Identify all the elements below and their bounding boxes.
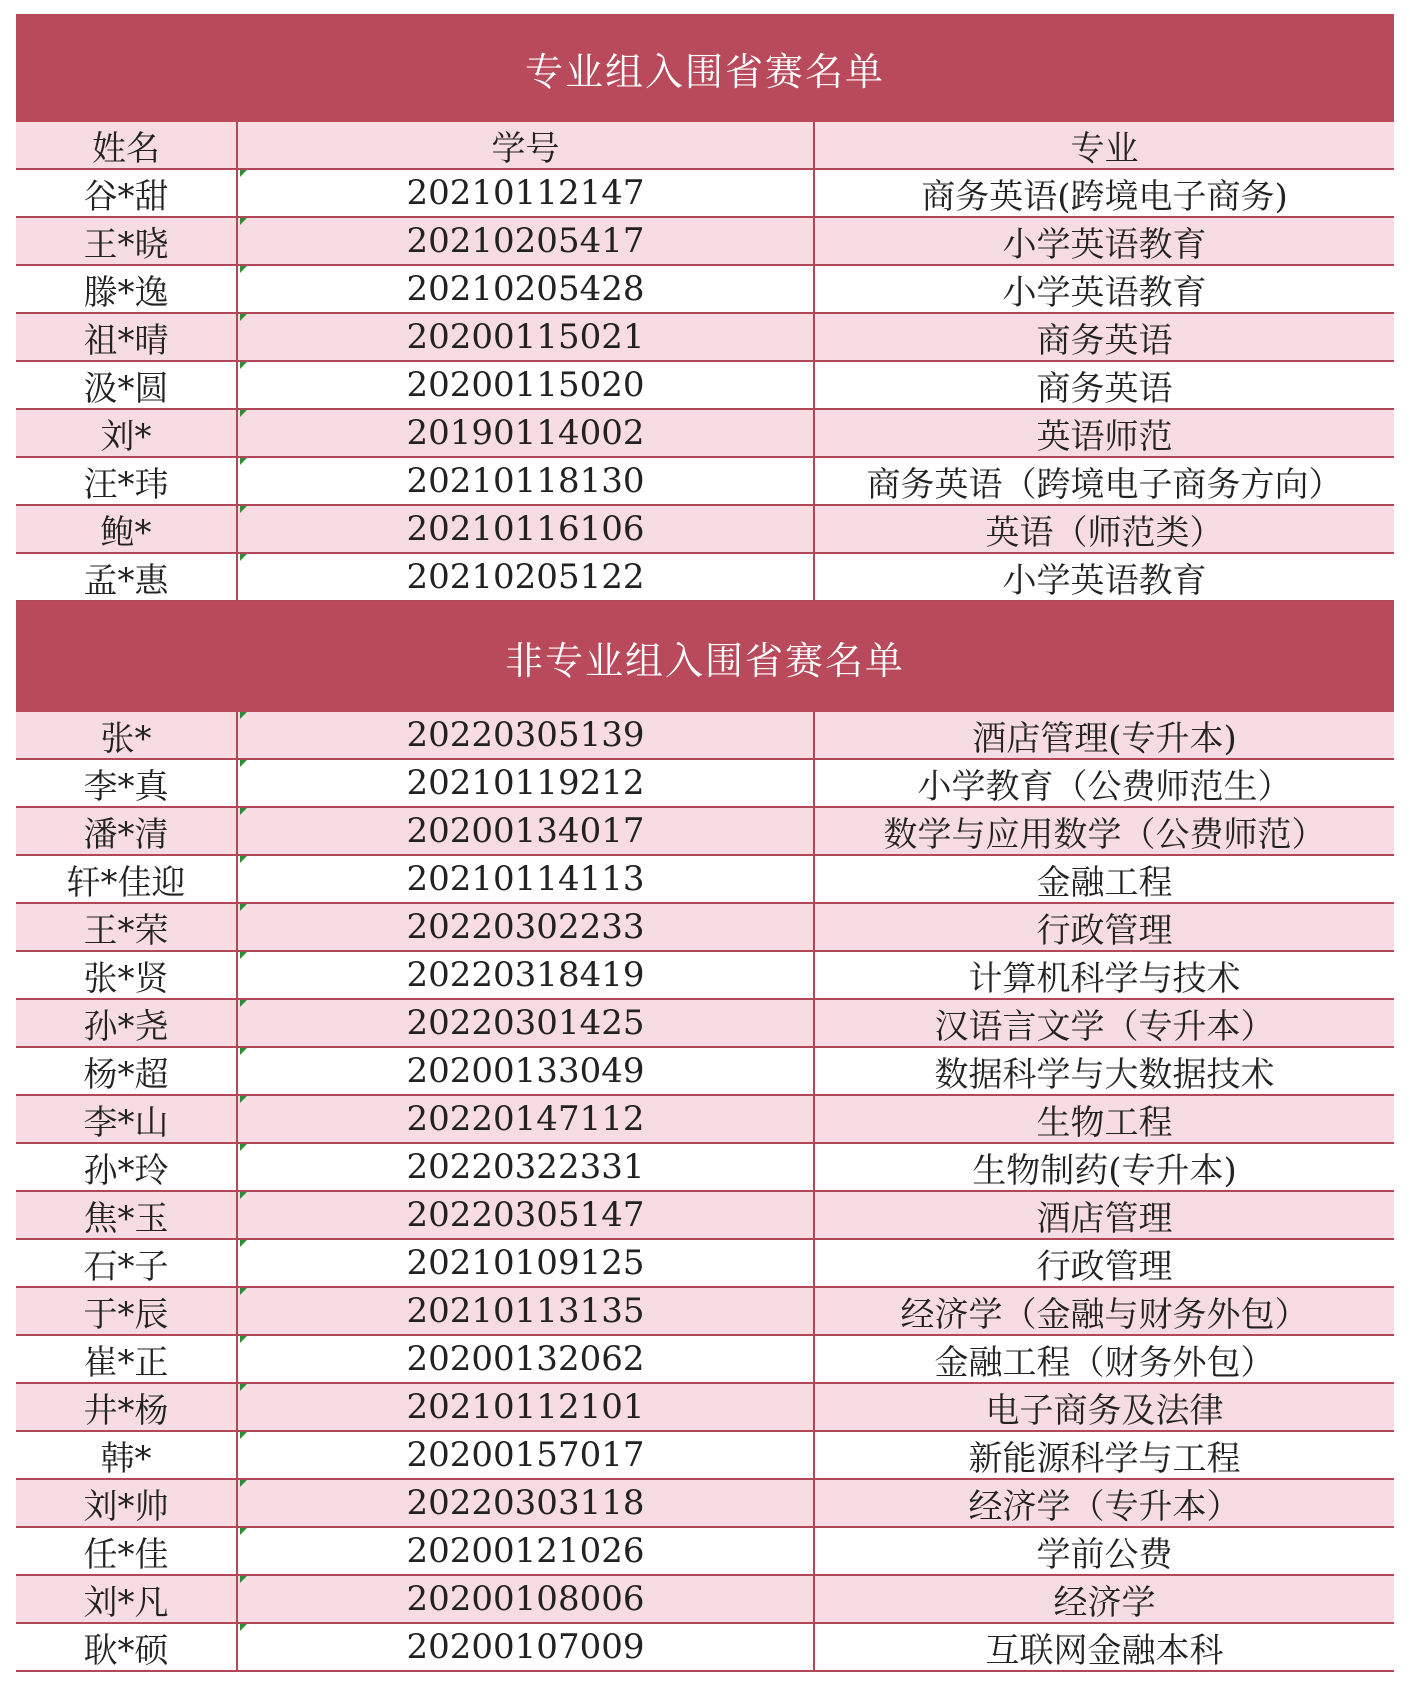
student-id-cell xyxy=(238,1624,815,1670)
student-id-cell-text: 20210205122 xyxy=(406,557,645,597)
name-cell xyxy=(16,712,238,758)
name-cell xyxy=(16,1096,238,1142)
cell-comment-flag-icon xyxy=(240,1432,247,1439)
cell-comment-flag-icon xyxy=(240,314,247,321)
student-id-cell xyxy=(238,1432,815,1478)
cell-comment-flag-icon xyxy=(240,1528,247,1535)
major-cell-text: 小学英语教育 xyxy=(1002,224,1207,264)
name-cell xyxy=(16,266,238,312)
name-cell xyxy=(16,1288,238,1334)
major-cell xyxy=(815,170,1394,216)
name-cell-text: 任*佳 xyxy=(83,1534,169,1574)
name-cell xyxy=(16,1144,238,1190)
student-id-cell xyxy=(238,1096,815,1142)
student-id-cell-text: 20210116106 xyxy=(406,509,645,549)
name-cell-text: 井*杨 xyxy=(83,1390,169,1430)
table-row xyxy=(16,1384,1394,1432)
major-cell-text: 生物工程 xyxy=(1036,1102,1173,1142)
major-cell xyxy=(815,266,1394,312)
student-id-cell xyxy=(238,1288,815,1334)
major-cell-text: 汉语言文学（专升本） xyxy=(934,1006,1275,1046)
student-id-cell-text: 20200134017 xyxy=(406,811,645,851)
table-header-row xyxy=(16,122,1394,170)
major-cell xyxy=(815,1528,1394,1574)
major-cell xyxy=(815,1048,1394,1094)
professional-table xyxy=(16,122,1394,602)
table-row xyxy=(16,904,1394,952)
student-id-cell-text: 20200115020 xyxy=(406,365,645,405)
name-cell-text: 韩* xyxy=(100,1438,152,1478)
table-row xyxy=(16,1096,1394,1144)
section-title-professional: 专业组入围省赛名单 xyxy=(16,14,1394,122)
student-id-cell-text: 20210109125 xyxy=(406,1243,645,1283)
name-cell xyxy=(16,506,238,552)
student-id-cell xyxy=(238,1048,815,1094)
cell-comment-flag-icon xyxy=(240,904,247,911)
student-id-cell-text: 20200108006 xyxy=(406,1579,645,1619)
major-cell-text: 行政管理 xyxy=(1036,1246,1173,1286)
name-cell xyxy=(16,1432,238,1478)
student-id-cell-text: 20210205428 xyxy=(406,269,645,309)
table-row xyxy=(16,170,1394,218)
student-id-cell-text: 20200115021 xyxy=(406,317,645,357)
name-cell-text: 刘*凡 xyxy=(83,1582,169,1622)
major-cell xyxy=(815,760,1394,806)
table-row xyxy=(16,1192,1394,1240)
table-row xyxy=(16,266,1394,314)
table-row xyxy=(16,1048,1394,1096)
name-cell-text: 张*贤 xyxy=(83,958,169,998)
student-id-cell-text: 20210113135 xyxy=(406,1291,645,1331)
table-row xyxy=(16,1480,1394,1528)
major-cell xyxy=(815,1624,1394,1670)
name-cell xyxy=(16,458,238,504)
student-id-cell-text: 20220303118 xyxy=(406,1483,645,1523)
major-cell-text: 金融工程 xyxy=(1036,862,1173,902)
name-cell-text: 张* xyxy=(100,718,152,758)
student-id-cell xyxy=(238,1528,815,1574)
name-cell-text: 孟*惠 xyxy=(83,560,169,600)
major-cell xyxy=(815,856,1394,902)
major-cell xyxy=(815,1144,1394,1190)
cell-comment-flag-icon xyxy=(240,712,247,719)
major-cell-text: 商务英语(跨境电子商务) xyxy=(921,176,1288,216)
cell-comment-flag-icon xyxy=(240,1144,247,1151)
major-cell-text: 经济学 xyxy=(1053,1582,1156,1622)
cell-comment-flag-icon xyxy=(240,760,247,767)
cell-comment-flag-icon xyxy=(240,170,247,177)
major-cell-text: 行政管理 xyxy=(1036,910,1173,950)
name-cell xyxy=(16,1192,238,1238)
name-cell xyxy=(16,1240,238,1286)
section-title-non-professional: 非专业组入围省赛名单 xyxy=(16,602,1394,712)
table-row xyxy=(16,1240,1394,1288)
major-cell-text: 计算机科学与技术 xyxy=(968,958,1241,998)
major-cell-text: 酒店管理 xyxy=(1036,1198,1173,1238)
cell-comment-flag-icon xyxy=(240,1240,247,1247)
name-cell-text: 潘*清 xyxy=(83,814,169,854)
student-id-cell-text: 20220305147 xyxy=(406,1195,645,1235)
student-id-cell-text: 20200157017 xyxy=(406,1435,645,1475)
column-header-student-id: 学号 xyxy=(238,122,815,168)
student-id-cell-text: 20210205417 xyxy=(406,221,645,261)
student-id-cell xyxy=(238,218,815,264)
cell-comment-flag-icon xyxy=(240,266,247,273)
major-cell-text: 电子商务及法律 xyxy=(985,1390,1224,1430)
cell-comment-flag-icon xyxy=(240,1288,247,1295)
cell-comment-flag-icon xyxy=(240,218,247,225)
major-cell xyxy=(815,1576,1394,1622)
cell-comment-flag-icon xyxy=(240,506,247,513)
name-cell-text: 祖*晴 xyxy=(83,320,169,360)
table-row xyxy=(16,1288,1394,1336)
table-row xyxy=(16,1624,1394,1672)
student-id-cell-text: 20220322331 xyxy=(406,1147,645,1187)
student-id-cell xyxy=(238,1192,815,1238)
table-row xyxy=(16,506,1394,554)
major-cell xyxy=(815,458,1394,504)
name-cell-text: 焦*玉 xyxy=(83,1198,169,1238)
student-id-cell xyxy=(238,808,815,854)
cell-comment-flag-icon xyxy=(240,1576,247,1583)
major-cell xyxy=(815,1384,1394,1430)
student-id-cell xyxy=(238,506,815,552)
table-row xyxy=(16,410,1394,458)
table-row xyxy=(16,808,1394,856)
name-cell-text: 李*山 xyxy=(83,1102,169,1142)
major-cell-text: 小学英语教育 xyxy=(1002,272,1207,312)
major-cell xyxy=(815,314,1394,360)
name-cell xyxy=(16,362,238,408)
name-cell xyxy=(16,808,238,854)
roster-sheet xyxy=(16,14,1394,1672)
major-cell-text: 酒店管理(专升本) xyxy=(972,718,1237,758)
name-cell xyxy=(16,170,238,216)
table-row xyxy=(16,314,1394,362)
table-row xyxy=(16,218,1394,266)
student-id-cell-text: 20220318419 xyxy=(406,955,645,995)
student-id-cell xyxy=(238,760,815,806)
cell-comment-flag-icon xyxy=(240,1048,247,1055)
major-cell xyxy=(815,1192,1394,1238)
name-cell xyxy=(16,1048,238,1094)
table-row xyxy=(16,760,1394,808)
student-id-cell-text: 20210112147 xyxy=(406,173,645,213)
name-cell-text: 刘*帅 xyxy=(83,1486,169,1526)
table-row xyxy=(16,952,1394,1000)
name-cell-text: 王*晓 xyxy=(83,224,169,264)
student-id-cell-text: 20210119212 xyxy=(406,763,645,803)
cell-comment-flag-icon xyxy=(240,1096,247,1103)
name-cell xyxy=(16,1000,238,1046)
student-id-cell-text: 20200132062 xyxy=(406,1339,645,1379)
major-cell-text: 商务英语 xyxy=(1036,320,1173,360)
major-cell xyxy=(815,410,1394,456)
table-row xyxy=(16,1144,1394,1192)
major-cell xyxy=(815,554,1394,600)
major-cell-text: 互联网金融本科 xyxy=(985,1630,1224,1670)
name-cell-text: 孙*尧 xyxy=(83,1006,169,1046)
major-cell xyxy=(815,1096,1394,1142)
major-cell xyxy=(815,904,1394,950)
major-cell-text: 商务英语 xyxy=(1036,368,1173,408)
name-cell-text: 耿*硕 xyxy=(83,1630,169,1670)
cell-comment-flag-icon xyxy=(240,1000,247,1007)
non-professional-table xyxy=(16,712,1394,1672)
major-cell-text: 生物制药(专升本) xyxy=(972,1150,1237,1190)
name-cell xyxy=(16,904,238,950)
name-cell-text: 李*真 xyxy=(83,766,169,806)
name-cell-text: 汪*玮 xyxy=(83,464,169,504)
major-cell-text: 学前公费 xyxy=(1036,1534,1173,1574)
cell-comment-flag-icon xyxy=(240,458,247,465)
major-cell-text: 新能源科学与工程 xyxy=(968,1438,1241,1478)
student-id-cell xyxy=(238,362,815,408)
student-id-cell-text: 20200121026 xyxy=(406,1531,645,1571)
name-cell xyxy=(16,760,238,806)
student-id-cell xyxy=(238,904,815,950)
major-cell xyxy=(815,362,1394,408)
name-cell xyxy=(16,314,238,360)
table-row xyxy=(16,856,1394,904)
name-cell-text: 崔*正 xyxy=(83,1342,169,1382)
table-row xyxy=(16,1336,1394,1384)
student-id-cell-text: 20210114113 xyxy=(406,859,645,899)
table-row xyxy=(16,712,1394,760)
student-id-cell xyxy=(238,1480,815,1526)
cell-comment-flag-icon xyxy=(240,808,247,815)
student-id-cell xyxy=(238,1240,815,1286)
name-cell-text: 谷*甜 xyxy=(83,176,169,216)
name-cell-text: 王*荣 xyxy=(83,910,169,950)
name-cell xyxy=(16,1528,238,1574)
major-cell-text: 英语师范 xyxy=(1036,416,1173,456)
cell-comment-flag-icon xyxy=(240,952,247,959)
name-cell-text: 孙*玲 xyxy=(83,1150,169,1190)
name-cell-text: 汲*圆 xyxy=(83,368,169,408)
cell-comment-flag-icon xyxy=(240,554,247,561)
major-cell xyxy=(815,218,1394,264)
cell-comment-flag-icon xyxy=(240,1624,247,1631)
student-id-cell xyxy=(238,1384,815,1430)
student-id-cell xyxy=(238,1144,815,1190)
name-cell xyxy=(16,856,238,902)
major-cell xyxy=(815,1480,1394,1526)
cell-comment-flag-icon xyxy=(240,362,247,369)
name-cell xyxy=(16,1336,238,1382)
student-id-cell xyxy=(238,952,815,998)
table-row xyxy=(16,1528,1394,1576)
name-cell-text: 鲍* xyxy=(100,512,152,552)
name-cell xyxy=(16,1384,238,1430)
table-row xyxy=(16,1000,1394,1048)
major-cell xyxy=(815,1000,1394,1046)
name-cell xyxy=(16,218,238,264)
student-id-cell-text: 20210112101 xyxy=(406,1387,645,1427)
major-cell-text: 经济学（专升本） xyxy=(968,1486,1241,1526)
student-id-cell-text: 20190114002 xyxy=(406,413,645,453)
major-cell xyxy=(815,952,1394,998)
column-header-major: 专业 xyxy=(1070,128,1139,168)
student-id-cell-text: 20200107009 xyxy=(406,1627,645,1667)
table-row xyxy=(16,362,1394,410)
major-cell xyxy=(815,1336,1394,1382)
cell-comment-flag-icon xyxy=(240,1192,247,1199)
name-cell xyxy=(16,554,238,600)
student-id-cell-text: 20220302233 xyxy=(406,907,645,947)
student-id-cell xyxy=(238,712,815,758)
student-id-cell xyxy=(238,170,815,216)
student-id-cell xyxy=(238,314,815,360)
student-id-cell xyxy=(238,856,815,902)
major-cell-text: 金融工程（财务外包） xyxy=(934,1342,1275,1382)
major-cell-text: 数据科学与大数据技术 xyxy=(934,1054,1275,1094)
major-cell-text: 小学英语教育 xyxy=(1002,560,1207,600)
student-id-cell-text: 20220147112 xyxy=(406,1099,645,1139)
name-cell-text: 杨*超 xyxy=(83,1054,169,1094)
name-cell xyxy=(16,410,238,456)
student-id-cell-text: 20220301425 xyxy=(406,1003,645,1043)
cell-comment-flag-icon xyxy=(240,1336,247,1343)
table-row xyxy=(16,1432,1394,1480)
student-id-cell xyxy=(238,458,815,504)
major-cell-text: 英语（师范类） xyxy=(985,512,1224,552)
major-cell xyxy=(815,506,1394,552)
name-cell-text: 于*辰 xyxy=(83,1294,169,1334)
cell-comment-flag-icon xyxy=(240,410,247,417)
student-id-cell xyxy=(238,1576,815,1622)
student-id-cell xyxy=(238,266,815,312)
major-cell xyxy=(815,1432,1394,1478)
major-cell-text: 数学与应用数学（公费师范） xyxy=(883,814,1326,854)
major-cell-text: 小学教育（公费师范生） xyxy=(917,766,1292,806)
name-cell xyxy=(16,1576,238,1622)
cell-comment-flag-icon xyxy=(240,1384,247,1391)
column-header-name: 姓名 xyxy=(16,122,238,168)
major-cell xyxy=(815,712,1394,758)
name-cell xyxy=(16,1480,238,1526)
student-id-cell-text: 20200133049 xyxy=(406,1051,645,1091)
table-row xyxy=(16,1576,1394,1624)
major-cell-text: 经济学（金融与财务外包） xyxy=(900,1294,1309,1334)
student-id-cell xyxy=(238,1336,815,1382)
student-id-cell xyxy=(238,554,815,600)
name-cell-text: 滕*逸 xyxy=(83,272,169,312)
cell-comment-flag-icon xyxy=(240,856,247,863)
student-id-cell-text: 20220305139 xyxy=(406,715,645,755)
name-cell xyxy=(16,1624,238,1670)
name-cell xyxy=(16,952,238,998)
student-id-cell-text: 20210118130 xyxy=(406,461,645,501)
name-cell-text: 石*子 xyxy=(83,1246,169,1286)
name-cell-text: 轩*佳迎 xyxy=(66,862,186,902)
student-id-cell xyxy=(238,1000,815,1046)
cell-comment-flag-icon xyxy=(240,1480,247,1487)
table-row xyxy=(16,554,1394,602)
major-cell-text: 商务英语（跨境电子商务方向） xyxy=(866,464,1343,504)
name-cell-text: 刘* xyxy=(100,416,152,456)
table-row xyxy=(16,458,1394,506)
major-cell xyxy=(815,808,1394,854)
major-cell xyxy=(815,1240,1394,1286)
student-id-cell xyxy=(238,410,815,456)
major-cell xyxy=(815,1288,1394,1334)
